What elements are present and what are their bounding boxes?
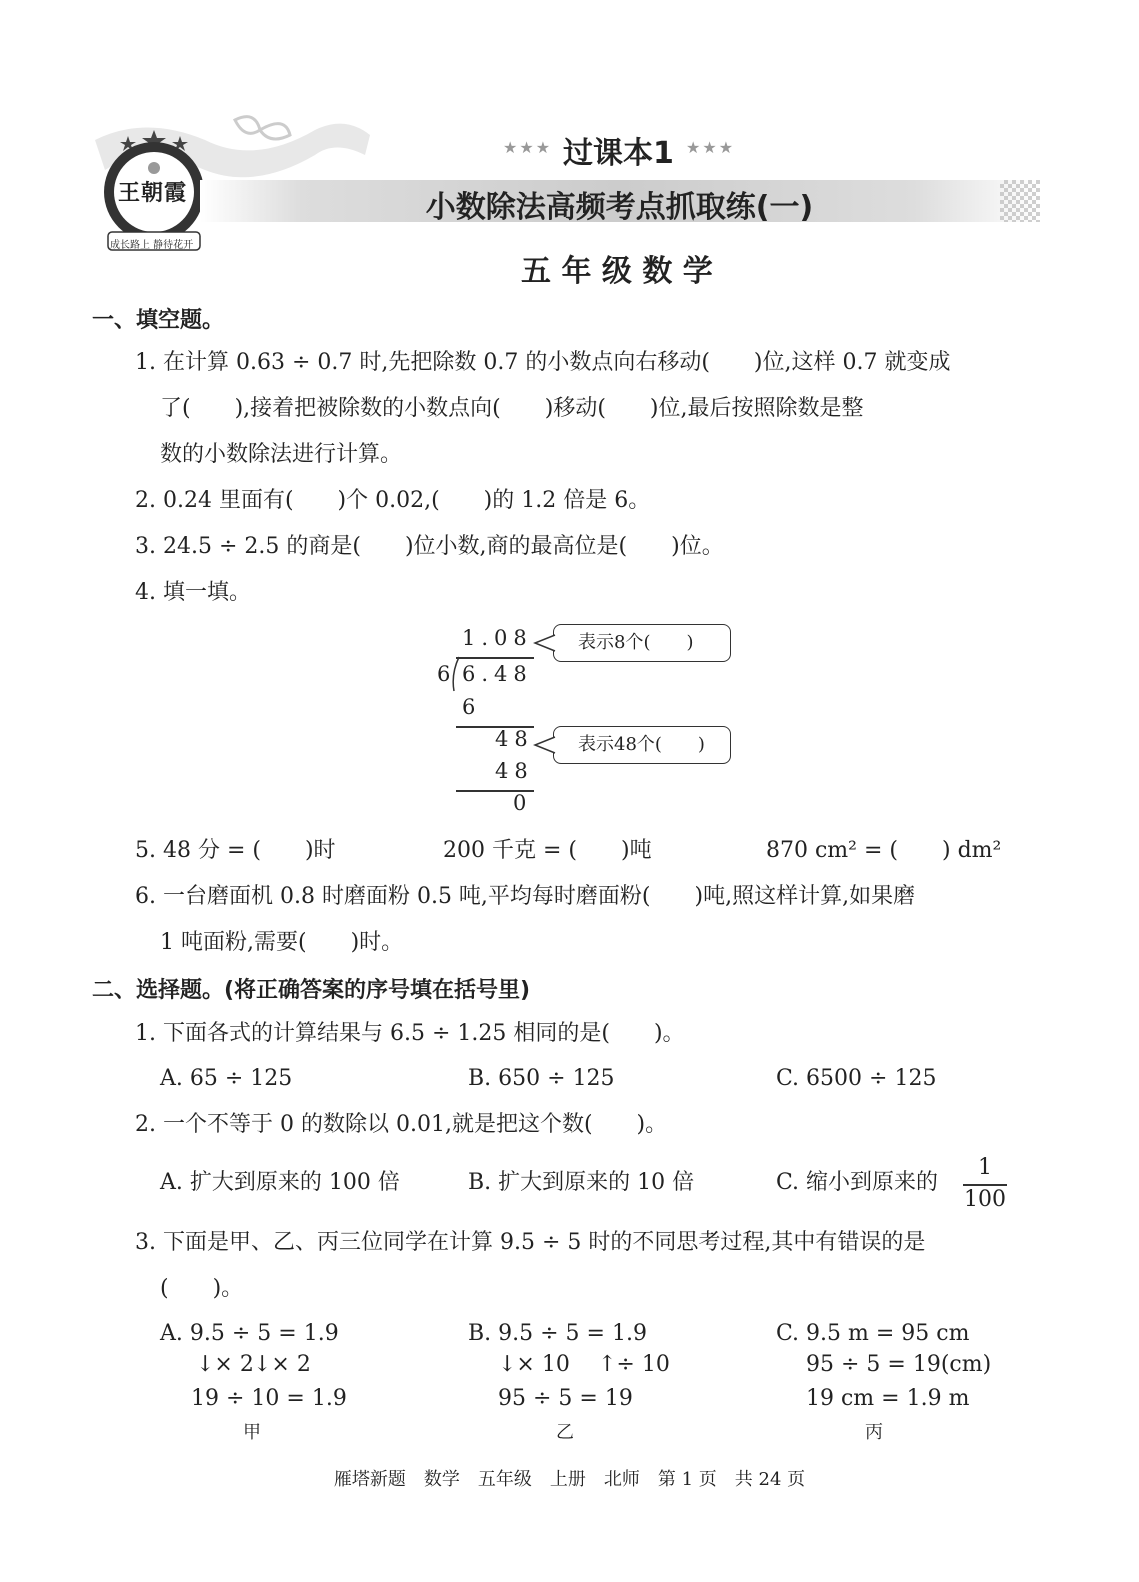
- divisor: 6: [437, 662, 457, 686]
- q5-b: 200 千克 = ( )吨: [443, 838, 652, 863]
- page-title: 小数除法高频考点抓取练(一): [425, 190, 814, 225]
- q3-a-name: 甲: [243, 1422, 261, 1443]
- stars-left: ★★★: [503, 138, 553, 157]
- q2: 2. 0.24 里面有( )个 0.02,( )的 1.2 倍是 6。: [135, 488, 651, 513]
- s2-q2-option-c: C. 缩小到原来的: [776, 1170, 939, 1195]
- section2-heading: 二、选择题。(将正确答案的序号填在括号里): [92, 978, 531, 1003]
- q3-b-line1: B. 9.5 ÷ 5 = 1.9: [468, 1321, 647, 1346]
- division-bar: [456, 657, 534, 659]
- stars-right: ★★★: [686, 138, 736, 157]
- page-footer: 雁塔新题 数学 五年级 上册 北师 第 1 页 共 24 页: [333, 1469, 806, 1490]
- q4: 4. 填一填。: [135, 580, 251, 605]
- q5-a: 5. 48 分 = ( )时: [135, 838, 336, 863]
- s2-q1-option-c: C. 6500 ÷ 125: [776, 1066, 937, 1091]
- page-subtitle: 五 年 级 数 学: [521, 254, 713, 289]
- s2-q3-line2: ( )。: [160, 1276, 244, 1301]
- q3-c-line2: 95 ÷ 5 = 19(cm): [806, 1352, 992, 1377]
- kicker-title: 过课本1: [563, 136, 674, 171]
- s2-q3-line1: 3. 下面是甲、乙、丙三位同学在计算 9.5 ÷ 5 时的不同思考过程,其中有错误的是: [135, 1230, 926, 1255]
- q6-line1: 6. 一台磨面机 0.8 时磨面粉 0.5 吨,平均每时磨面粉( )吨,照这样计算,如果磨: [135, 884, 916, 909]
- callout-pointer-2: [533, 735, 557, 755]
- division-bracket: [451, 656, 461, 692]
- logo-slogan: 成长路上 静待花开: [110, 240, 194, 251]
- step3: 48: [495, 759, 534, 783]
- q3-c-name: 丙: [865, 1422, 883, 1443]
- fraction-denominator: 100: [964, 1187, 1006, 1212]
- s2-q1-option-b: B. 650 ÷ 125: [468, 1066, 615, 1091]
- q3-a-line3: 19 ÷ 10 = 1.9: [191, 1386, 347, 1411]
- section1-heading: 一、填空题。: [92, 308, 225, 333]
- callout-1: 表示8个( ): [553, 624, 731, 662]
- dividend: 6.48: [462, 662, 533, 686]
- q3-a-line1: A. 9.5 ÷ 5 = 1.9: [160, 1321, 339, 1346]
- callout-2: 表示48个( ): [553, 726, 731, 764]
- fraction-numerator: 1: [978, 1155, 992, 1180]
- q3-c-line1: C. 9.5 m = 95 cm: [776, 1321, 970, 1346]
- q3-c-line3: 19 cm = 1.9 m: [806, 1386, 970, 1411]
- q6-line2: 1 吨面粉,需要( )时。: [160, 930, 404, 955]
- q5-c: 870 cm² = ( ) dm²: [766, 838, 1002, 863]
- s2-q1: 1. 下面各式的计算结果与 6.5 ÷ 1.25 相同的是( )。: [135, 1021, 685, 1046]
- q1-line1: 1. 在计算 0.63 ÷ 0.7 时,先把除数 0.7 的小数点向右移动( )位,这样 0.7 就变成: [135, 350, 951, 375]
- s2-q1-option-a: A. 65 ÷ 125: [160, 1066, 293, 1091]
- step2: 48: [495, 727, 534, 751]
- s2-q2-option-b: B. 扩大到原来的 10 倍: [468, 1170, 695, 1195]
- q1-line2: 了( ),接着把被除数的小数点向( )移动( )位,最后按照除数是整: [160, 396, 864, 421]
- q1-line3: 数的小数除法进行计算。: [160, 442, 403, 467]
- q3-b-arrow1: ↓× 10: [498, 1352, 570, 1377]
- s2-q2: 2. 一个不等于 0 的数除以 0.01,就是把这个数( )。: [135, 1112, 668, 1137]
- q3-b-name: 乙: [556, 1422, 574, 1443]
- q3-b-arrow2: ↑÷ 10: [598, 1352, 670, 1377]
- q3-a-arrow1: ↓× 2: [196, 1352, 254, 1377]
- q3-a-arrow2: ↓× 2: [253, 1352, 311, 1377]
- logo-name: 王朝霞: [118, 181, 188, 206]
- q3-b-line3: 95 ÷ 5 = 19: [498, 1386, 633, 1411]
- s2-q2-option-a: A. 扩大到原来的 100 倍: [160, 1170, 400, 1195]
- step1: 6: [462, 695, 482, 719]
- callout-pointer-1: [533, 633, 557, 653]
- quotient: 1.08: [462, 626, 533, 650]
- remainder: 0: [513, 791, 533, 815]
- q3: 3. 24.5 ÷ 2.5 的商是( )位小数,商的最高位是( )位。: [135, 534, 724, 559]
